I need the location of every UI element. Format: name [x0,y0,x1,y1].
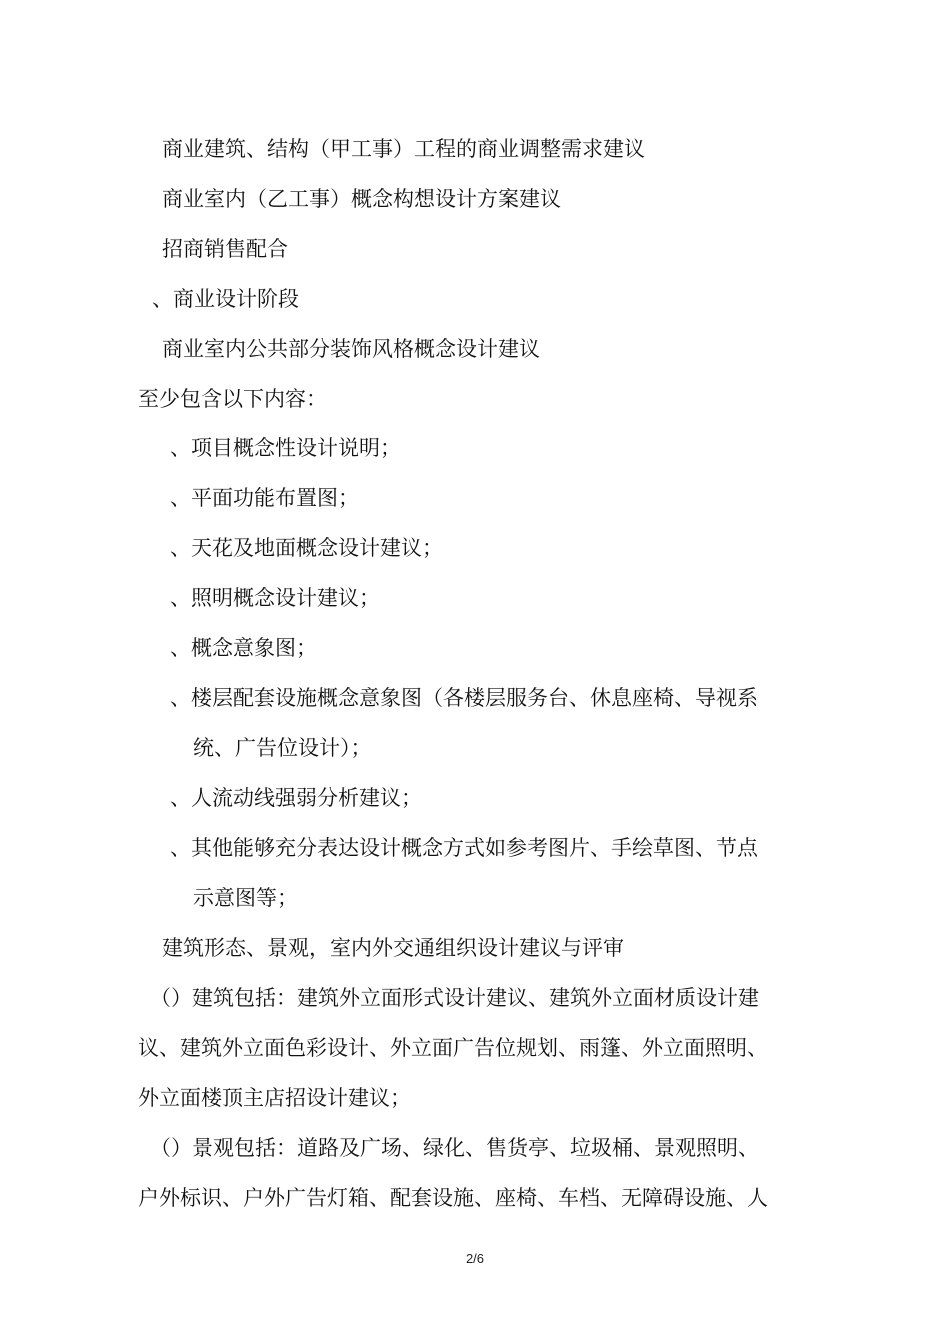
page-number: 2/6 [465,1251,485,1266]
list-item-6-cont: 统、广告位设计）； [193,736,372,760]
section-heading: 、商业设计阶段 [152,287,299,311]
list-item-2: 、平面功能布置图； [170,486,359,510]
text-line-1: 商业建筑、结构（甲工事）工程的商业调整需求建议 [162,137,645,161]
list-item-8-cont: 示意图等； [193,886,298,910]
text-line-20: 外立面楼顶主店招设计建议； [138,1086,411,1110]
list-item-4: 、照明概念设计建议； [170,586,380,610]
list-item-3: 、天花及地面概念设计建议； [170,536,443,560]
text-line-3: 招商销售配合 [162,237,288,261]
text-line-18: （）建筑包括：建筑外立面形式设计建议、建筑外立面材质设计建 [150,986,759,1010]
list-item-5: 、概念意象图； [170,636,317,660]
text-line-22: 户外标识、户外广告灯箱、配套设施、座椅、车档、无障碍设施、人 [138,1186,768,1210]
list-item-8: 、其他能够充分表达设计概念方式如参考图片、手绘草图、节点 [170,836,758,860]
list-item-1: 、项目概念性设计说明； [170,436,401,460]
list-item-7: 、人流动线强弱分析建议； [170,786,422,810]
text-line-5: 商业室内公共部分装饰风格概念设计建议 [162,337,540,361]
text-line-19: 议、建筑外立面色彩设计、外立面广告位规划、雨篷、外立面照明、 [138,1036,768,1060]
text-line-21: （）景观包括：道路及广场、绿化、售货亭、垃圾桶、景观照明、 [150,1136,759,1160]
list-item-6: 、楼层配套设施概念意象图（各楼层服务台、休息座椅、导视系 [170,686,758,710]
text-line-2: 商业室内（乙工事）概念构想设计方案建议 [162,187,561,211]
text-line-6: 至少包含以下内容： [138,387,327,411]
text-line-17: 建筑形态、景观，室内外交通组织设计建议与评审 [162,936,624,960]
